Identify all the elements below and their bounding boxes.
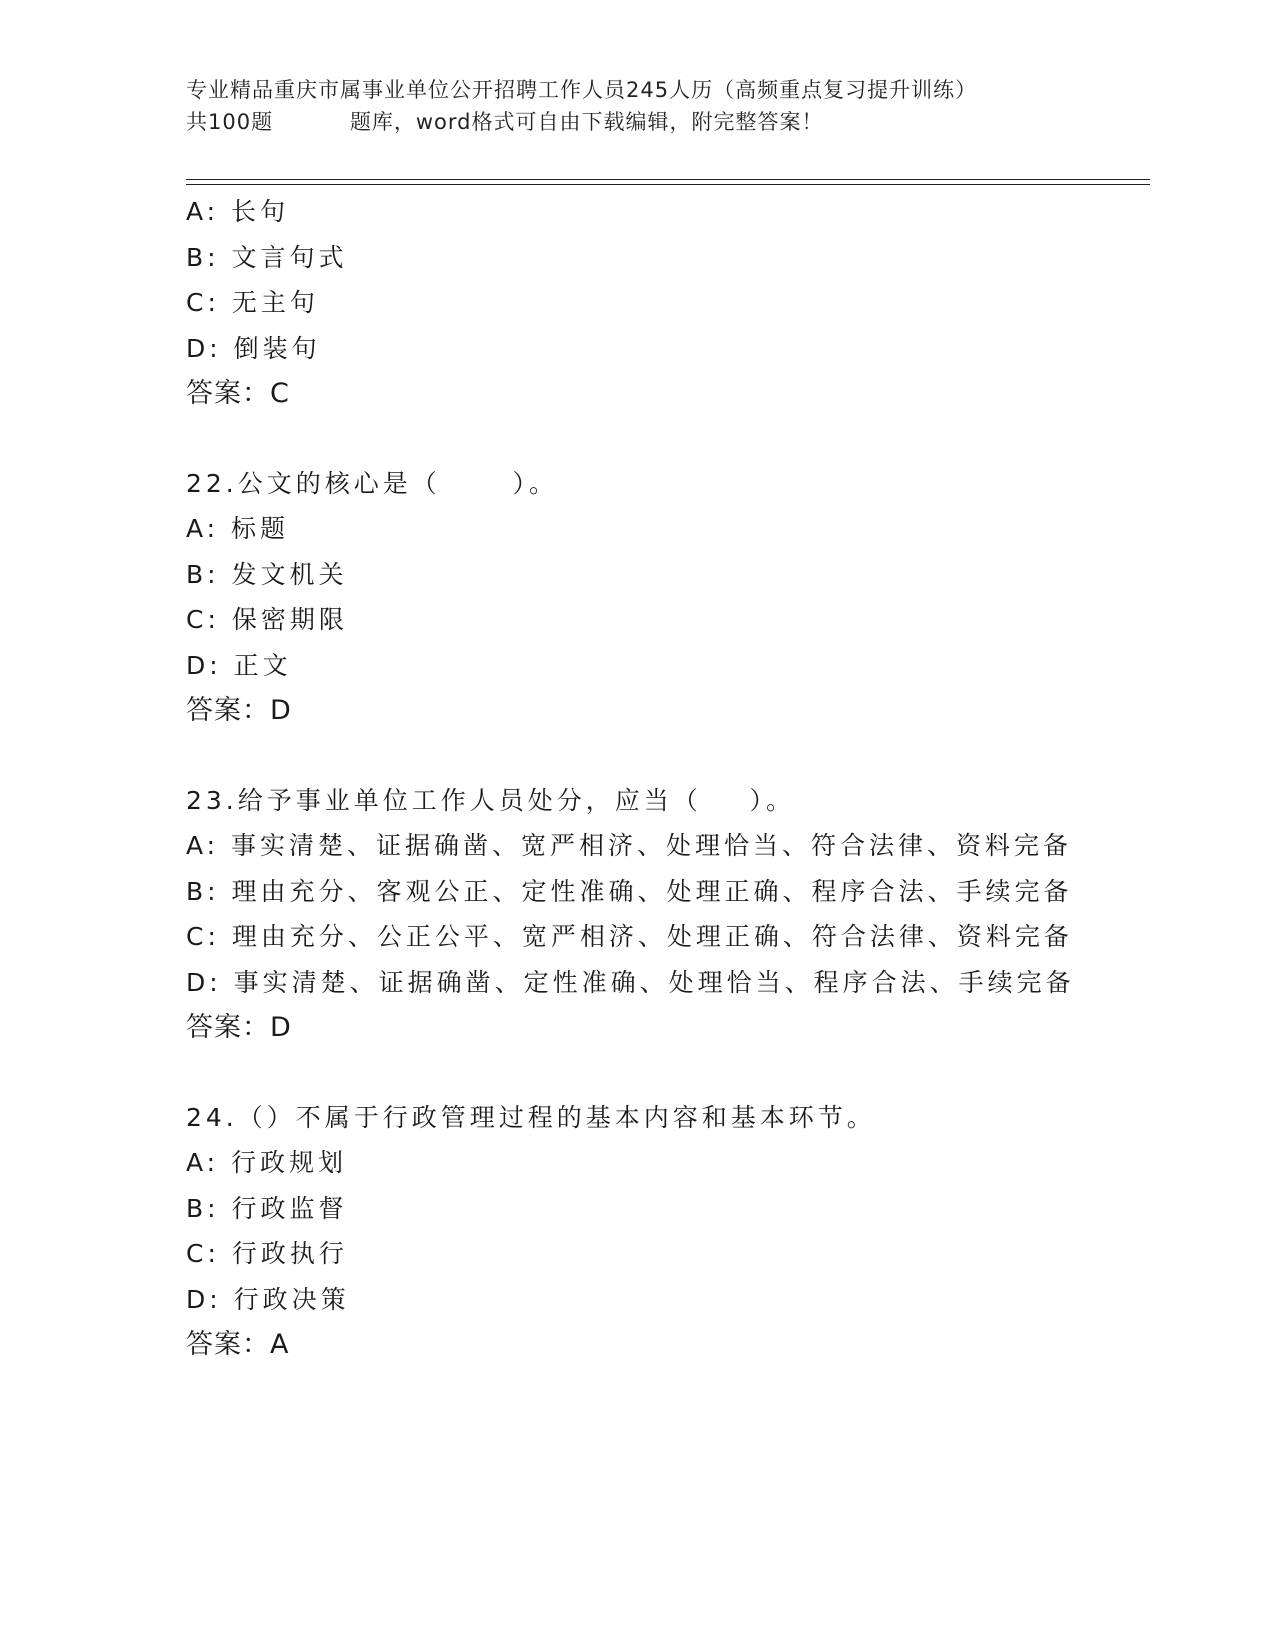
question-stem: 24.（）不属于行政管理过程的基本内容和基本环节。 [186,1102,876,1132]
answer-line: 答案：C [186,378,290,409]
option-d: D: 事实清楚、证据确凿、定性准确、处理恰当、程序合法、手续完备 [186,967,1075,997]
question-stem: 22.公文的核心是（ ）。 [186,468,558,498]
option-a: A: 标题 [186,514,290,543]
option-d: D: 行政决策 [186,1284,350,1314]
question-block-24 [186,1095,1146,1368]
option-b: B: 行政监督 [186,1193,348,1223]
answer-line: 答案：D [186,1012,292,1043]
question-block-22 [186,461,1146,734]
page-header [186,74,1086,138]
header-divider-top [186,179,1150,180]
question-block-prev [186,189,1146,417]
option-d: D: 倒装句 [186,333,321,363]
question-list [186,189,1146,1368]
option-b: B: 文言句式 [186,242,348,272]
answer-line: 答案：A [186,1329,290,1360]
header-divider-bottom [186,184,1150,185]
option-b: B: 发文机关 [186,559,348,589]
option-c: C: 无主句 [186,288,319,317]
option-c: C: 行政执行 [186,1239,348,1268]
option-c: C: 理由充分、公正公平、宽严相济、处理正确、符合法律、资料完备 [186,922,1073,951]
question-stem: 23.给予事业单位工作人员处分，应当（ ）。 [186,785,796,815]
header-title-line-1: 专业精品重庆市属事业单位公开招聘工作人员245人历（高频重点复习提升训练） [186,78,978,102]
option-a: A: 行政规划 [186,1148,348,1177]
option-a: A: 长句 [186,197,290,226]
option-d: D: 正文 [186,650,292,680]
header-title-line-2: 共100题 题库，word格式可自由下载编辑，附完整答案！ [186,110,824,134]
answer-line: 答案：D [186,695,292,726]
question-block-23 [186,778,1146,1051]
option-b: B: 理由充分、客观公正、定性准确、处理正确、程序合法、手续完备 [186,876,1073,906]
option-a: A: 事实清楚、证据确凿、宽严相济、处理恰当、符合法律、资料完备 [186,831,1073,860]
option-c: C: 保密期限 [186,605,348,634]
